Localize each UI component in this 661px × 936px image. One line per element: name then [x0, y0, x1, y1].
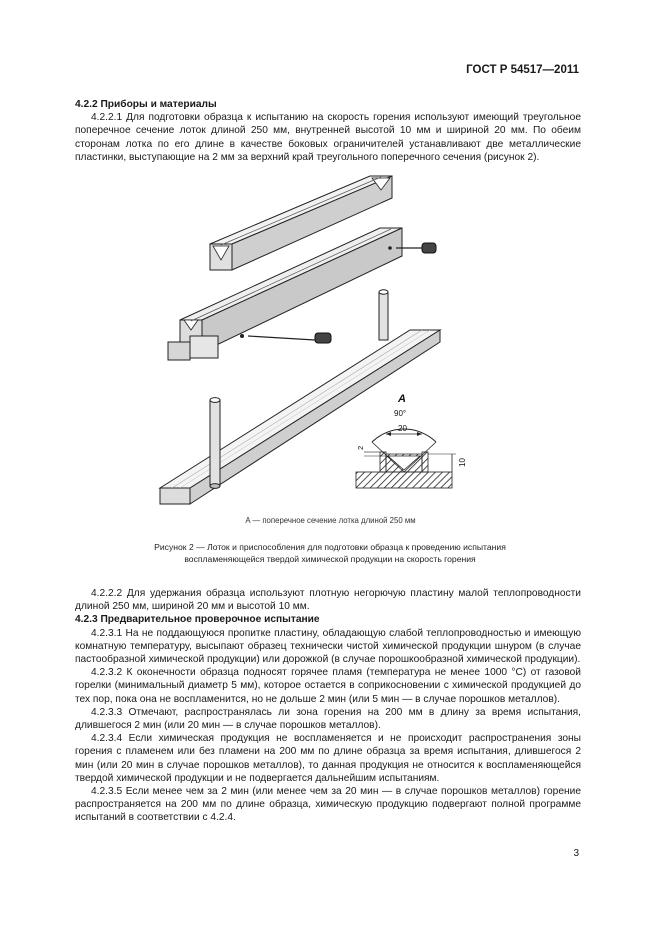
section-4-2-3	[75, 587, 581, 825]
paragraph-4-2-3-1: 4.2.3.1 На не поддающуюся пропитке пластину, обладающую слабой теплопроводностью и имеющую комнатную температуру, высыпают образец технически чистой химической продукции шнуром (в случае пастообразной химической продукции) или дорожкой (в случае порошкообразной химической продукции).	[75, 627, 581, 666]
dim-lip: 2	[356, 445, 365, 450]
page-number: 3	[573, 848, 579, 859]
plate-pin-front	[210, 398, 220, 489]
angle-label: 90°	[394, 409, 407, 418]
figure-caption-line-1: Рисунок 2 — Лоток и приспособления для подготовки образца к проведению испытания	[154, 542, 506, 552]
detail-letter: A	[398, 393, 406, 405]
paragraph-4-2-2-2: 4.2.2.2 Для удержания образца используют плотную негорючую пластину малой теплопроводности длиной 250 мм, шириной 20 мм и высотой 10 мм.	[75, 588, 581, 613]
figure-caption-line-2: воспламеняющейся твердой химической продукции на скорость горения	[184, 554, 476, 564]
paragraph-4-2-3-2: 4.2.3.2 К оконечности образца подносят горячее пламя (температура не менее 1000 °С) от газовой горелки (минимальный диаметр 5 мм), которое остается в соприкосновении с химической продукцией до тех пор, пока она не воспламенится, но не дольше 2 мин (или 5 мин — в случае порошков металлов).	[75, 667, 581, 705]
section-heading-4-2-3: 4.2.3 Предварительное проверочное испытание	[75, 614, 320, 626]
paragraph-4-2-3-3: 4.2.3.3 Отмечают, распространялась ли зона горения на 200 мм в длину за время испытания, длившегося 2 мин (или 20 мин — в случае порошков металлов).	[75, 706, 581, 732]
paragraph-4-2-3-4: 4.2.3.4 Если химическая продукция не воспламеняется и не происходит распространения зоны горения с пламенем или без пламени на 200 мм по длине образца за время испытания, длившегося 2 мин (или 20 мин в случае порошков металлов), то данная продукция не относится к воспламеняющейся твердой химической продукции и не подвергается дальнейшим испытаниям.	[75, 733, 581, 784]
figure-legend: A — поперечное сечение лотка длиной 250 мм	[245, 516, 416, 525]
figure-caption	[90, 541, 570, 565]
cross-section-detail	[356, 393, 467, 488]
paragraph-4-2-3-5: 4.2.3.5 Если менее чем за 2 мин (или менее чем за 20 мин — в случае порошков металлов) горение распространяется на 200 мм по длине образца, химическую продукцию подвергают полной программе испытаний в соответствии с 4.2.4.	[75, 786, 581, 824]
dim-width: 20	[398, 424, 407, 433]
standard-code: ГОСТ Р 54517—2011	[466, 64, 579, 76]
plate-pin-back	[379, 290, 388, 340]
paragraph-4-2-2-1: 4.2.2.1 Для подготовки образца к испытанию на скорость горения используют имеющий треугольное поперечное сечение лоток длиной 250 мм, внутренней высотой 10 мм и шириной 20 мм. По обеим сторонам лотка по его длине в качестве боковых ограничителей устанавливают две металлические пластинки, выступающие на 2 мм за верхний край треугольного поперечного сечения (рисунок 2).	[75, 112, 581, 163]
section-4-2-2	[75, 98, 581, 164]
figure-tray-drawing	[150, 170, 480, 510]
section-heading-4-2-2: 4.2.2 Приборы и материалы	[75, 99, 217, 110]
dim-height: 10	[458, 458, 467, 467]
